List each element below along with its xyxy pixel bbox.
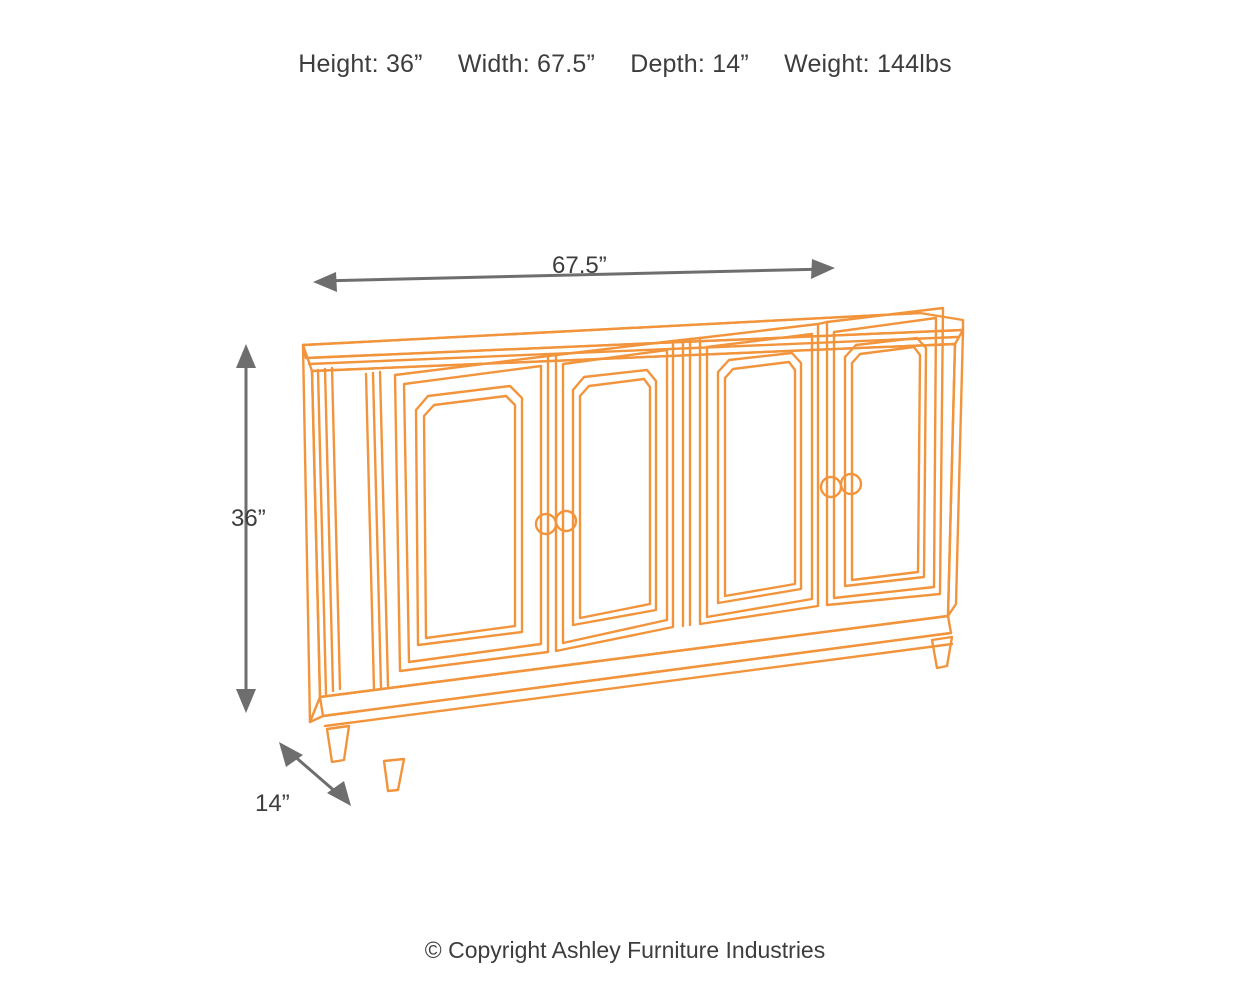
stile-1 bbox=[548, 355, 556, 356]
face-flute-2 bbox=[373, 373, 381, 688]
width-dimension-label: 67.5” bbox=[552, 252, 607, 279]
depth-arrowhead-lower bbox=[327, 781, 351, 806]
cabinet-body bbox=[303, 308, 963, 791]
depth-dimension-label: 14” bbox=[255, 790, 290, 817]
width-arrowhead-right bbox=[811, 259, 835, 279]
height-arrowhead-top bbox=[236, 344, 256, 368]
door-2-inner-frame bbox=[563, 350, 667, 643]
door-1-arched-panel bbox=[416, 386, 522, 645]
stile-3 bbox=[818, 322, 827, 324]
face-flute-1 bbox=[366, 374, 374, 690]
spec-height: Height: 36” bbox=[298, 50, 423, 78]
door-3-inner-frame bbox=[707, 334, 812, 617]
door-2-arched-panel bbox=[573, 370, 656, 625]
cabinet-left-side bbox=[303, 345, 320, 722]
copyright-notice: © Copyright Ashley Furniture Industries bbox=[424, 937, 826, 963]
height-dimension-label: 36” bbox=[231, 505, 266, 532]
leg-front-left-inner bbox=[384, 759, 404, 791]
top-molding-line bbox=[309, 337, 958, 364]
face-flute-3 bbox=[380, 372, 388, 686]
spec-weight: Weight: 144lbs bbox=[784, 50, 952, 78]
knob-door-3-right bbox=[821, 477, 841, 497]
knob-door-2-left bbox=[536, 514, 556, 534]
depth-arrowhead-upper bbox=[279, 742, 303, 767]
door-3-arched-panel bbox=[718, 353, 801, 603]
door-3-panel-line bbox=[725, 362, 795, 596]
door-4-arched-panel bbox=[845, 338, 926, 586]
spec-depth: Depth: 14” bbox=[630, 50, 749, 78]
door-1-panel-line bbox=[424, 396, 515, 638]
height-arrowhead-bottom bbox=[236, 689, 256, 713]
base-molding bbox=[320, 616, 951, 716]
left-flute-3 bbox=[332, 368, 340, 689]
dimension-arrows bbox=[236, 259, 835, 806]
width-arrowhead-left bbox=[313, 272, 337, 292]
leg-front-left bbox=[327, 726, 349, 762]
cabinet-right-side bbox=[948, 330, 963, 616]
spec-width: Width: 67.5” bbox=[457, 50, 596, 78]
left-flute-2 bbox=[325, 369, 333, 691]
door-2-panel-line bbox=[580, 379, 650, 618]
door-4-panel-line bbox=[852, 347, 920, 580]
leg-front-right bbox=[932, 637, 952, 668]
